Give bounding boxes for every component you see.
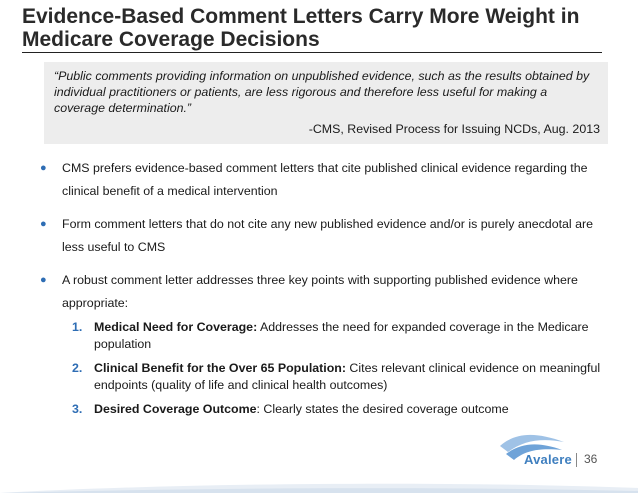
title-divider <box>22 52 602 53</box>
bullet-dot-icon: ● <box>40 218 47 230</box>
quote-citation: -CMS, Revised Process for Issuing NCDs, Aug. 2013 <box>308 122 600 136</box>
quote-box <box>44 62 608 144</box>
sublist-number: 3. <box>72 402 83 416</box>
page-number: 36 <box>584 452 598 466</box>
brand-name: Avalere <box>524 452 572 467</box>
numbered-sublist <box>62 319 610 418</box>
bullet-text: Form comment letters that do not cite any new published evidence and/or is purely anecdotal are less useful to CMS <box>62 217 594 254</box>
bullet-text: CMS prefers evidence-based comment letters that cite published clinical evidence regarding the clinical benefit of a medical intervention <box>62 161 588 198</box>
sublist-text: Cites relevant clinical evidence on meaningful endpoints (quality of life and clinical health outcomes) <box>94 361 601 392</box>
bullet-item <box>40 213 610 259</box>
sublist-item <box>72 360 610 394</box>
sublist-text: Addresses the need for expanded coverage in the Medicare population <box>94 320 589 351</box>
bullet-text: A robust comment letter addresses three key points with supporting published evidence where appropriate: <box>62 273 578 310</box>
sublist-heading: Desired Coverage Outcome <box>94 402 257 416</box>
sublist-item <box>72 319 610 353</box>
bullet-dot-icon: ● <box>40 274 47 286</box>
sublist-item <box>72 401 610 418</box>
bottom-swoosh-decoration <box>0 470 638 493</box>
sublist-heading: Medical Need for Coverage: <box>94 320 258 334</box>
quote-text: “Public comments providing information on unpublished evidence, such as the results obtained by individual practitioners or patients, are less rigorous and therefore less useful for making a coverage determination.” <box>54 69 590 115</box>
sublist-number: 1. <box>72 320 83 334</box>
title-line-2: Medicare Coverage Decisions <box>22 28 320 51</box>
sublist-heading: Clinical Benefit for the Over 65 Population: <box>94 361 346 375</box>
sublist-number: 2. <box>72 361 83 375</box>
footer-divider <box>576 453 577 467</box>
slide-title <box>22 5 612 51</box>
bullet-list <box>40 157 610 425</box>
bullet-item <box>40 269 610 418</box>
bullet-item <box>40 157 610 203</box>
bullet-dot-icon: ● <box>40 162 47 174</box>
title-line-1: Evidence-Based Comment Letters Carry More Weight in <box>22 5 580 28</box>
sublist-text: : Clearly states the desired coverage outcome <box>256 402 509 416</box>
